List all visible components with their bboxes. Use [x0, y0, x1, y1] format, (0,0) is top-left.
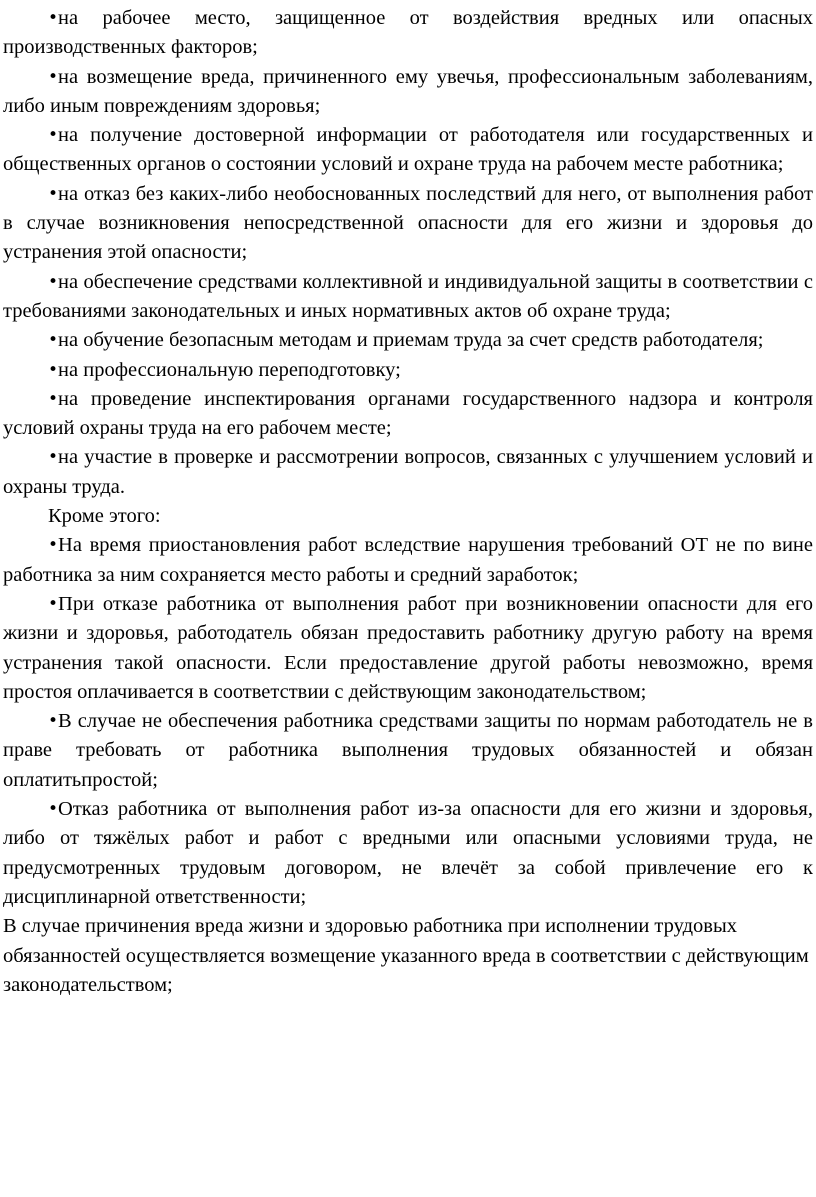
bullet-paragraph	[3, 268, 813, 327]
bullet-icon: •	[48, 711, 59, 732]
paragraph-text: на проведение инспектирования органами государственного надзора и контроля условий охраны труда на его рабочем месте;	[3, 387, 813, 440]
closing-paragraph	[3, 912, 813, 1000]
bullet-paragraph	[3, 121, 813, 180]
bullet-icon: •	[48, 799, 59, 820]
bullet-icon: •	[48, 447, 59, 468]
paragraph-text: При отказе работника от выполнения работ при возникновении опасности для его жизни и здоровья, работодатель обязан предоставить работнику другую работу на время устранения такой опасности. Если предоставление другой работы невозможно, время простоя оплачивается в соответствии с действующим законодательством;	[3, 592, 813, 703]
bullet-icon: •	[48, 535, 59, 556]
bullet-paragraph	[3, 531, 813, 590]
paragraph-text: В случае не обеспечения работника средствами защиты по нормам работодатель не в праве требовать от работника выполнения трудовых обязанностей и обязан оплатитьпростой;	[3, 710, 813, 791]
paragraph-text: На время приостановления работ вследствие нарушения требований ОТ не по вине работника за ним сохраняется место работы и средний заработок;	[3, 534, 813, 586]
bullet-paragraph	[3, 385, 813, 444]
bullet-icon: •	[48, 388, 59, 409]
bullet-paragraph	[3, 356, 813, 385]
paragraph-text: на обучение безопасным методам и приемам труда за счет средств работодателя;	[58, 329, 764, 352]
bullet-paragraph	[3, 443, 813, 502]
bullet-paragraph	[3, 180, 813, 268]
bullet-paragraph	[3, 795, 813, 912]
paragraph-text: на отказ без каких-либо необоснованных последствий для него, от выполнения работ в случае возникновения непосредственной опасности для его жизни и здоровья до устранения этой опасности;	[3, 182, 813, 264]
bullet-icon: •	[48, 8, 59, 28]
bullet-icon: •	[48, 271, 59, 292]
bullet-paragraph	[3, 590, 813, 707]
bullet-icon: •	[48, 593, 59, 614]
bullet-icon: •	[48, 359, 59, 380]
bullet-icon: •	[48, 125, 59, 146]
bullet-icon: •	[48, 183, 59, 204]
bullet-icon: •	[48, 66, 59, 87]
paragraph-text: на получение достоверной информации от работодателя или государственных и общественных органов о состоянии условий и охране труда на рабочем месте работника;	[3, 124, 813, 176]
paragraph-text: Кроме этого:	[48, 505, 161, 528]
bullet-paragraph	[3, 63, 813, 122]
paragraph-text: Отказ работника от выполнения работ из-за опасности для его жизни и здоровья, либо от тяжёлых работ и работ с вредными или опасными условиями труда, не предусмотренных трудовым договором, не влечёт за собой привлечение его к дисциплинарной ответственности;	[3, 798, 813, 908]
paragraph-text: на профессиональную переподготовку;	[58, 358, 401, 381]
bullet-paragraph	[3, 707, 813, 795]
bullet-paragraph	[3, 4, 813, 63]
paragraph-text: на обеспечение средствами коллективной и индивидуальной защиты в соответствии с требованиями законодательных и иных нормативных актов об охране труда;	[3, 270, 813, 322]
bullet-icon: •	[48, 330, 59, 351]
bullet-paragraph	[3, 326, 813, 355]
paragraph-text: В случае причинения вреда жизни и здоровью работника при исполнении трудовых обязанностей осуществляется возмещение указанного вреда в соответствии с действующим законодательством;	[3, 915, 809, 996]
paragraph-text: на рабочее место, защищенное от воздействия вредных или опасных производственных факторов;	[3, 7, 813, 59]
section-intro	[3, 502, 813, 531]
paragraph-text: на участие в проверке и рассмотрении вопросов, связанных с улучшением условий и охраны труда.	[3, 446, 813, 498]
paragraph-text: на возмещение вреда, причиненного ему увечья, профессиональным заболеваниям, либо иным повреждениям здоровья;	[3, 65, 813, 117]
